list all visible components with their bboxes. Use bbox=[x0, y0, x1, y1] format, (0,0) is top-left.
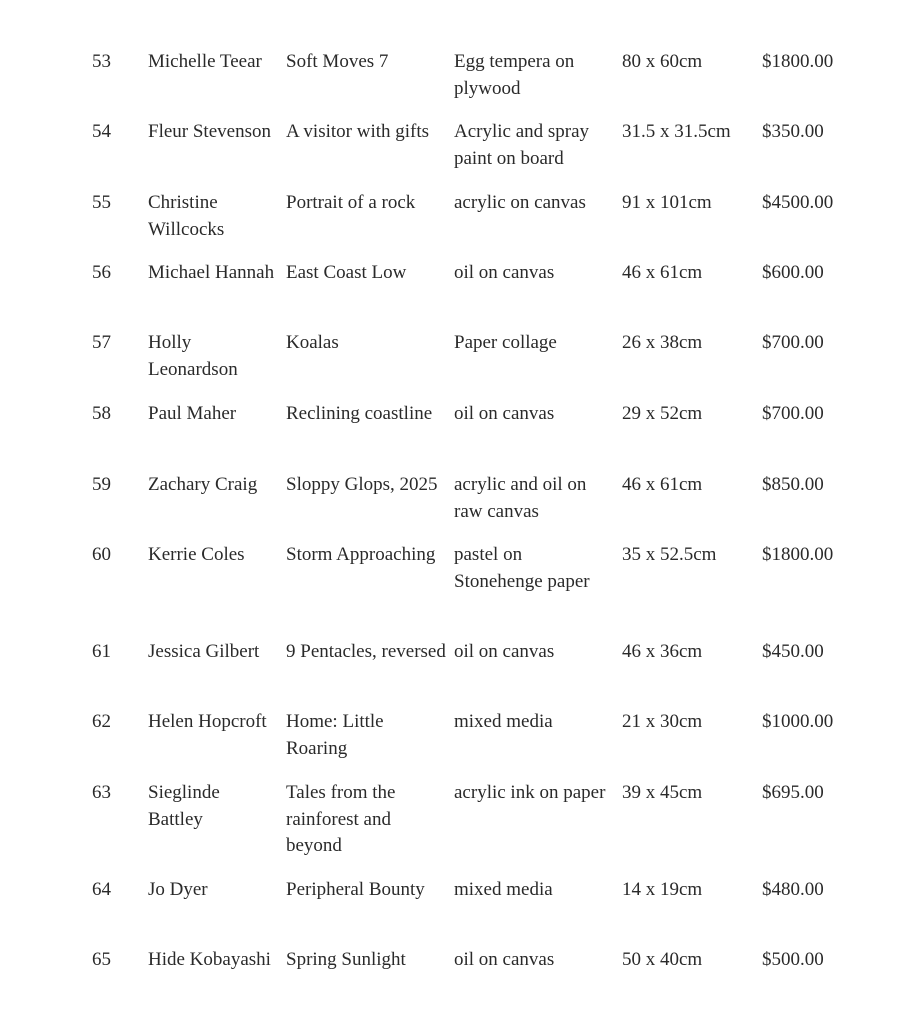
artwork-number: 62 bbox=[92, 711, 111, 732]
artist-name: Hide Kobayashi bbox=[148, 949, 271, 970]
artist-name: Helen Hopcroft bbox=[148, 711, 267, 732]
artist-name: Fleur Stevenson bbox=[148, 121, 271, 142]
artwork-number: 63 bbox=[92, 782, 111, 803]
artwork-medium: acrylic on canvas bbox=[454, 192, 586, 213]
artwork-title: Home: Little Roaring bbox=[286, 711, 384, 759]
artwork-medium: mixed media bbox=[454, 711, 553, 732]
artwork-title: Peripheral Bounty bbox=[286, 879, 425, 900]
artwork-price: $500.00 bbox=[762, 949, 824, 970]
artwork-title: Koalas bbox=[286, 332, 339, 353]
artwork-medium: acrylic ink on paper bbox=[454, 782, 606, 803]
artwork-price: $700.00 bbox=[762, 332, 824, 353]
artwork-medium: pastel on Stonehenge paper bbox=[454, 544, 590, 592]
artwork-number: 59 bbox=[92, 474, 111, 495]
artwork-size: 91 x 101cm bbox=[622, 192, 712, 213]
artwork-price: $350.00 bbox=[762, 121, 824, 142]
artwork-medium: Paper collage bbox=[454, 332, 557, 353]
artwork-number: 65 bbox=[92, 949, 111, 970]
artwork-medium: oil on canvas bbox=[454, 641, 555, 662]
artwork-number: 54 bbox=[92, 121, 111, 142]
artwork-size: 46 x 61cm bbox=[622, 474, 703, 495]
artist-name: Sieglinde Battley bbox=[148, 782, 220, 830]
artwork-size: 35 x 52.5cm bbox=[622, 544, 717, 565]
artwork-price: $1800.00 bbox=[762, 51, 834, 72]
artwork-title: Reclining coastline bbox=[286, 403, 433, 424]
artwork-price: $850.00 bbox=[762, 474, 824, 495]
artwork-medium: mixed media bbox=[454, 879, 553, 900]
artwork-title: Portrait of a rock bbox=[286, 192, 416, 213]
artwork-medium: oil on canvas bbox=[454, 949, 555, 970]
artist-name: Michelle Teear bbox=[148, 51, 262, 72]
artwork-number: 64 bbox=[92, 879, 111, 900]
artwork-number: 55 bbox=[92, 192, 111, 213]
artwork-medium: oil on canvas bbox=[454, 262, 555, 283]
artwork-price: $4500.00 bbox=[762, 192, 834, 213]
artwork-size: 39 x 45cm bbox=[622, 782, 703, 803]
artist-name: Zachary Craig bbox=[148, 474, 258, 495]
artwork-price: $1800.00 bbox=[762, 544, 834, 565]
artwork-title: Soft Moves 7 bbox=[286, 51, 389, 72]
artwork-number: 58 bbox=[92, 403, 111, 424]
artwork-title: 9 Pentacles, reversed bbox=[286, 641, 446, 662]
artist-name: Michael Hannah bbox=[148, 262, 275, 283]
artwork-title: Tales from the rainforest and beyond bbox=[286, 782, 396, 856]
artwork-price: $480.00 bbox=[762, 879, 824, 900]
artwork-size: 50 x 40cm bbox=[622, 949, 703, 970]
artwork-size: 46 x 61cm bbox=[622, 262, 703, 283]
artwork-price: $700.00 bbox=[762, 403, 824, 424]
artist-name: Jo Dyer bbox=[148, 879, 208, 900]
artwork-title: Sloppy Glops, 2025 bbox=[286, 474, 438, 495]
artwork-title: Spring Sunlight bbox=[286, 949, 406, 970]
artwork-medium: Egg tempera on plywood bbox=[454, 51, 575, 99]
artist-name: Christine Willcocks bbox=[148, 192, 225, 240]
artwork-medium: oil on canvas bbox=[454, 403, 555, 424]
artwork-size: 21 x 30cm bbox=[622, 711, 703, 732]
artist-name: Paul Maher bbox=[148, 403, 237, 424]
artwork-size: 31.5 x 31.5cm bbox=[622, 121, 731, 142]
artwork-size: 26 x 38cm bbox=[622, 332, 703, 353]
artwork-number: 60 bbox=[92, 544, 111, 565]
artist-name: Jessica Gilbert bbox=[148, 641, 260, 662]
artist-name: Kerrie Coles bbox=[148, 544, 245, 565]
artwork-price: $450.00 bbox=[762, 641, 824, 662]
artwork-title: East Coast Low bbox=[286, 262, 407, 283]
artwork-title: Storm Approaching bbox=[286, 544, 436, 565]
artwork-number: 53 bbox=[92, 51, 111, 72]
artwork-title: A visitor with gifts bbox=[286, 121, 430, 142]
artwork-number: 56 bbox=[92, 262, 111, 283]
artwork-price: $600.00 bbox=[762, 262, 824, 283]
artwork-size: 14 x 19cm bbox=[622, 879, 703, 900]
artwork-price: $695.00 bbox=[762, 782, 824, 803]
artwork-medium: acrylic and oil on raw canvas bbox=[454, 474, 587, 522]
artwork-number: 61 bbox=[92, 641, 111, 662]
artwork-medium: Acrylic and spray paint on board bbox=[454, 121, 590, 169]
artist-name: Holly Leonardson bbox=[148, 332, 238, 380]
artwork-number: 57 bbox=[92, 332, 111, 353]
artwork-size: 46 x 36cm bbox=[622, 641, 703, 662]
artwork-price: $1000.00 bbox=[762, 711, 834, 732]
artwork-size: 29 x 52cm bbox=[622, 403, 703, 424]
artwork-size: 80 x 60cm bbox=[622, 51, 703, 72]
